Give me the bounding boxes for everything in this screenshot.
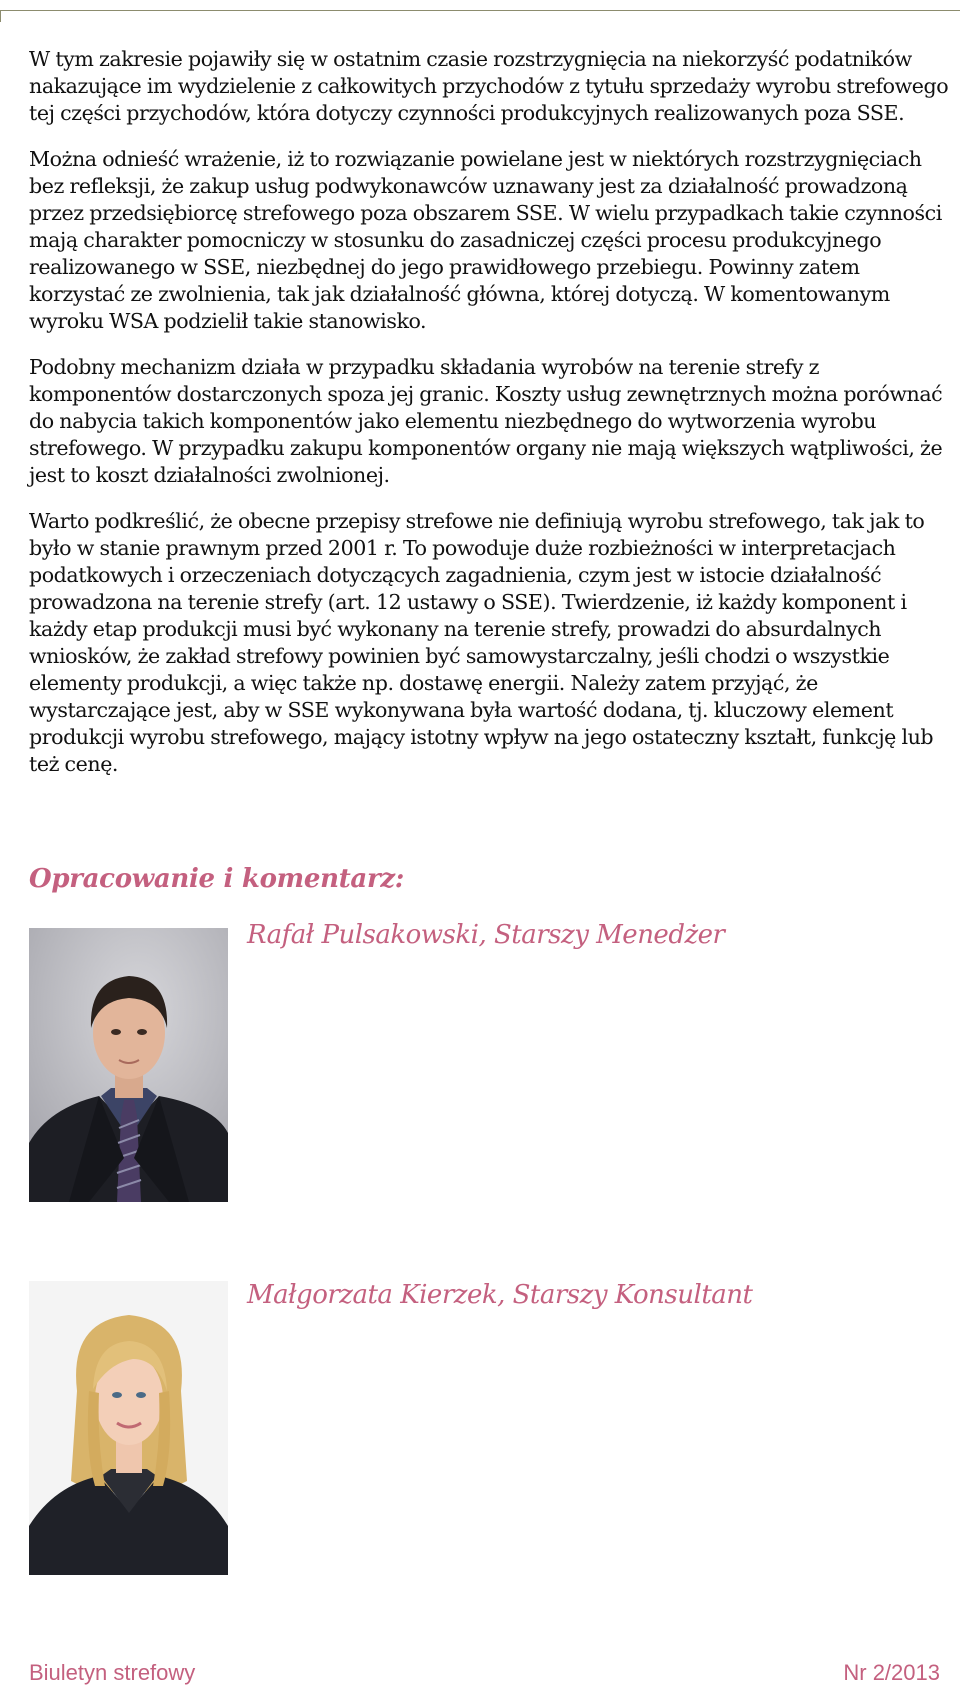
article-paragraph-4: Warto podkreślić, że obecne przepisy strefowe nie definiują wyrobu strefowego, tak jak to było w stanie prawnym przed 2001 r. To powoduje duże rozbieżności w interpretacjach podatkowych i orzeczeniach dotyczących zagadnienia, czym jest w istocie działalność prowadzona na terenie strefy (art. 12 ustawy o SSE). Twierdzenie, iż każdy komponent i każdy etap produkcji musi być wykonany na terenie strefy, prowadzi do absurdalnych wniosków, że zakład strefowy powinien być samowystarczalny, jeśli chodzi o wszystkie elementy produkcji, a więc także np. dostawę energii. Należy zatem przyjąć, że wystarczające jest, aby w SSE wykonywana była wartość dodana, tj. kluczowy element produkcji wyrobu strefowego, mający istotny wpływ na jego ostateczny kształt, funkcję lub też cenę. [29, 509, 934, 776]
article-paragraph-2: Można odnieść wrażenie, iż to rozwiązanie powielane jest w niektórych rozstrzygnięciach bez refleksji, że zakup usług podwykonawców uznawany jest za działalność prowadzoną przez przedsiębiorcę strefowego poza obszarem SSE. W wielu przypadkach takie czynności mają charakter pomocniczy w stosunku do zasadniczej części procesu produkcyjnego realizowanego w SSE, niezbędnej do jego prawidłowego przebiegu. Powinny zatem korzystać ze zwolnienia, tak jak działalność główna, której dotyczą. W komentowanym wyroku WSA podzielił takie stanowisko. [29, 147, 942, 333]
author-name-2: Małgorzata Kierzek, Starszy Konsultant [247, 1280, 753, 1310]
article-paragraph-1: W tym zakresie pojawiły się w ostatnim czasie rozstrzygnięcia na niekorzyść podatników nakazujące im wydzielenie z całkowitych przychodów z tytułu sprzedaży wyrobu strefowego tej części przychodów, która dotyczy czynności produkcyjnych realizowanych poza SSE. [29, 47, 949, 125]
author-photo-rafal-pulsakowski [29, 928, 228, 1202]
footer-issue-number: Nr 2/2013 [843, 1660, 940, 1685]
page-frame-top-line [0, 10, 960, 11]
footer-publication-title: Biuletyn strefowy [29, 1660, 196, 1685]
author-name-1: Rafał Pulsakowski, Starszy Menedżer [247, 920, 725, 950]
author-photo-malgorzata-kierzek [29, 1281, 228, 1575]
page-frame-left-tick [0, 10, 1, 22]
article-body [29, 46, 949, 797]
authors-section-heading: Opracowanie i komentarz: [29, 864, 405, 894]
article-paragraph-3: Podobny mechanizm działa w przypadku składania wyrobów na terenie strefy z komponentów dostarczonych spoza jej granic. Koszty usług zewnętrznych można porównać do nabycia takich komponentów jako elementu niezbędnego do wytworzenia wyrobu strefowego. W przypadku zakupu komponentów organy nie mają większych wątpliwości, że jest to koszt działalności zwolnionej. [29, 355, 943, 487]
